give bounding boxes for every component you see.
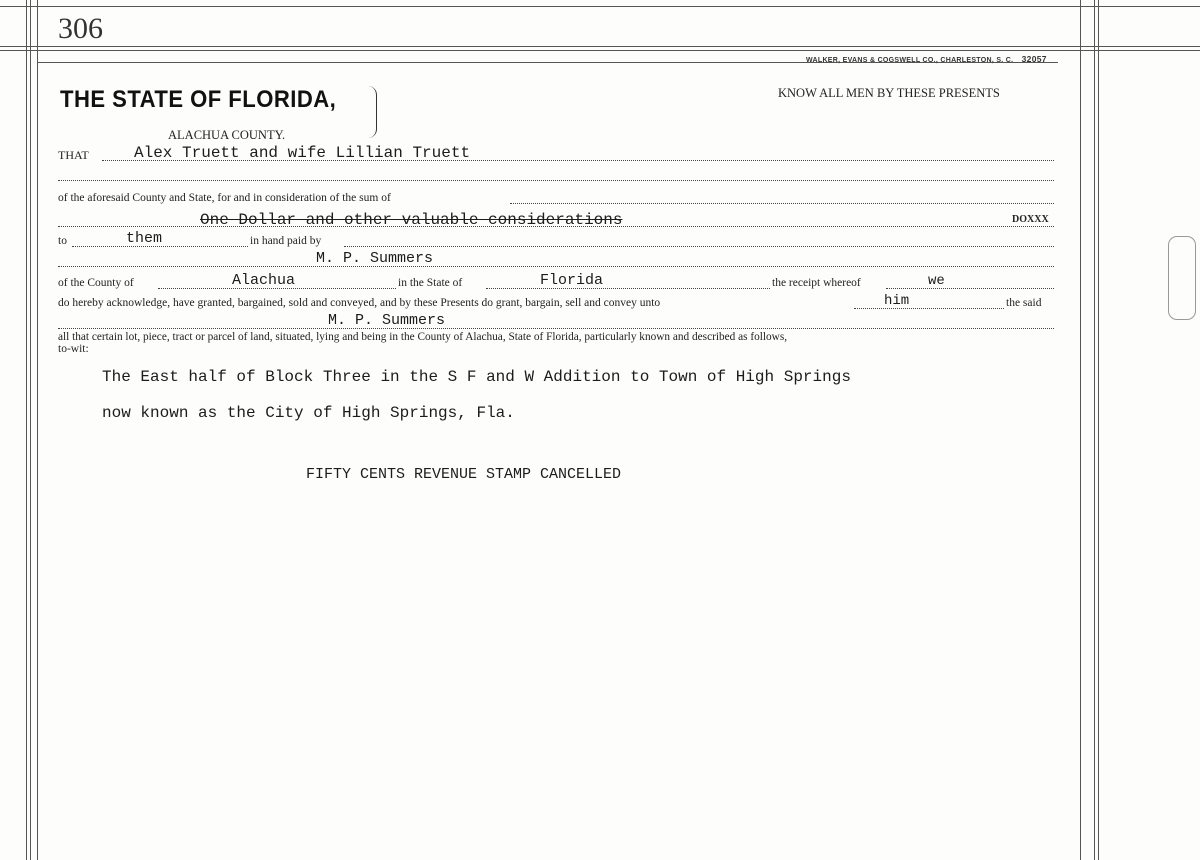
convey-unto-text: him xyxy=(884,293,910,309)
state-text: Florida xyxy=(540,272,604,289)
grantee-line xyxy=(58,328,1054,329)
paid-by-text: M. P. Summers xyxy=(316,250,434,267)
in-hand-label: in hand paid by xyxy=(250,235,322,247)
county-heading: ALACHUA COUNTY. xyxy=(168,128,286,142)
all-that-label: all that certain lot, piece, tract or parcel of land, situated, lying and being in the County of Alachua, State of Florida, particularly known and described as follows, xyxy=(58,331,788,343)
consideration-amount: One Dollar and other valuable considerations xyxy=(200,211,623,229)
consideration-blank xyxy=(510,203,1054,204)
right-margin-line-1 xyxy=(1080,0,1081,860)
in-state-label: in the State of xyxy=(398,277,463,289)
right-margin-line-2 xyxy=(1094,0,1095,860)
know-all-men: KNOW ALL MEN BY THESE PRESENTS xyxy=(778,86,1000,100)
header-rule-1 xyxy=(0,46,1200,47)
county-text: Alachua xyxy=(232,272,296,289)
acknowledge-label: do hereby acknowledge, have granted, bargained, sold and conveyed, and by these Presents do grant, bargain, sell and convey unto xyxy=(58,297,661,309)
consideration-label: of the aforesaid County and State, for and in consideration of the sum of xyxy=(58,192,391,204)
top-rule xyxy=(0,6,1200,7)
state-heading: THE STATE OF FLORIDA, xyxy=(60,86,337,113)
paid-by-blank xyxy=(344,246,1054,247)
brace-mark xyxy=(368,86,377,138)
right-margin-line-3 xyxy=(1098,0,1099,860)
paid-by-line xyxy=(58,266,1054,267)
to-wit-label: to-wit: xyxy=(58,343,89,355)
blank-line-2 xyxy=(58,180,1054,181)
to-whom-text: them xyxy=(126,230,163,247)
grantors-text: Alex Truett and wife Lillian Truett xyxy=(134,144,471,162)
state-blank xyxy=(486,288,770,289)
printer-name: WALKER, EVANS & COGSWELL CO., CHARLESTON, S. C. xyxy=(806,57,1014,64)
description-line-1: The East half of Block Three in the S F and W Addition to Town of High Springs xyxy=(102,368,851,386)
to-label: to xyxy=(58,235,67,247)
consideration-end: DOXXX xyxy=(1012,214,1049,225)
receipt-label: the receipt whereof xyxy=(772,277,861,289)
grantee-text: M. P. Summers xyxy=(328,312,446,329)
printer-imprint xyxy=(806,54,1047,64)
description-line-2: now known as the City of High Springs, Fla. xyxy=(102,404,515,422)
header-rule-2 xyxy=(0,50,1200,51)
receipt-blank xyxy=(886,288,1054,289)
form-number: 32057 xyxy=(1021,54,1047,64)
receipt-by-text: we xyxy=(928,273,945,289)
stamp-note: FIFTY CENTS REVENUE STAMP CANCELLED xyxy=(306,466,622,483)
that-label: THAT xyxy=(58,148,89,162)
left-margin-line-1 xyxy=(26,0,27,860)
left-margin-line-3 xyxy=(37,0,38,860)
page-number: 306 xyxy=(58,12,103,45)
binding-ring-mark xyxy=(1168,236,1196,320)
the-said-label: the said xyxy=(1006,297,1042,309)
left-margin-line-2 xyxy=(30,0,31,860)
of-county-label: of the County of xyxy=(58,277,134,289)
convey-blank xyxy=(854,308,1004,309)
